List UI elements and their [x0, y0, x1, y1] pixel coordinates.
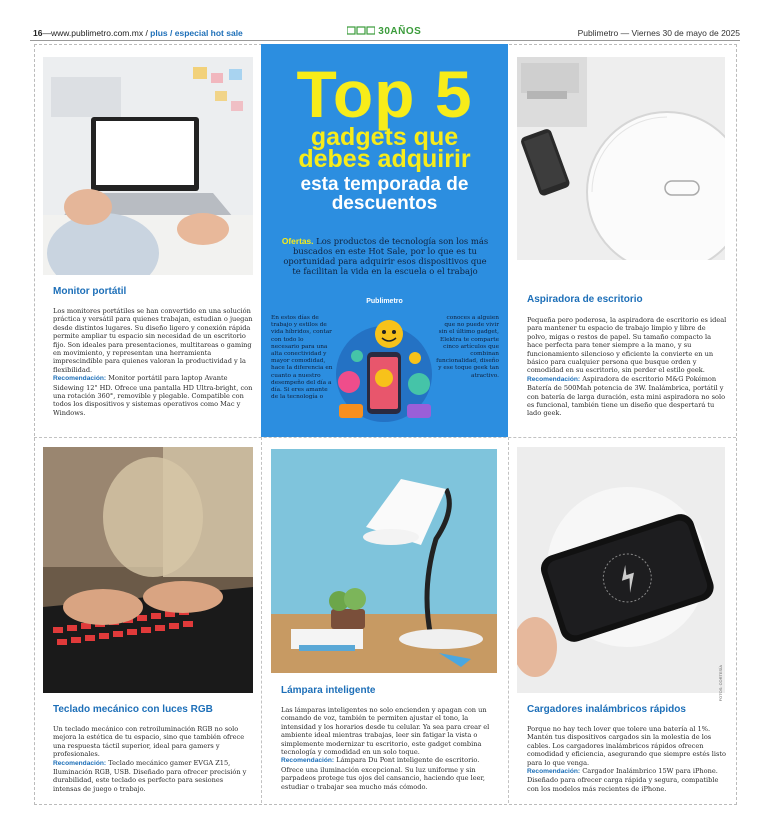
hero-subtitle-line: descuentos — [331, 193, 438, 214]
card-body — [281, 706, 491, 791]
lead-text: Los productos de tecnología son los más buscados en este Hot Sale, por lo que es tu oportunidad para adquirir esos dispositivos que te facilitan la vida en la escuela o el trabajo — [283, 236, 489, 276]
page-number: 16 — [33, 28, 43, 38]
divider — [34, 437, 736, 438]
section-plus: plus — [150, 28, 168, 38]
card-text: Un teclado mecánico con retroiluminación RGB no solo mejora la estética de tu espacio, sino que también ofrece una respuesta táctil superior, ideal para gamers y profesionales. — [53, 725, 245, 759]
recommendation-text: Teclado mecánico gamer EVGA Z15, Iluminación RGB, USB. Diseñado para ofrecer precisión y durabilidad, este teclado es perfecto para sesiones intensas de juego o trabajo. — [53, 758, 247, 793]
gadgets-illustration — [329, 312, 439, 432]
card-title: Teclado mecánico con luces RGB — [53, 704, 213, 715]
recommendation-label: Recomendación: — [527, 375, 581, 383]
vacuum-photo — [517, 57, 725, 260]
hero-subtitle-line: esta temporada de — [300, 174, 469, 195]
hero-subtitle-line: gadgets que — [310, 123, 459, 151]
card-body — [53, 307, 253, 417]
card-text: Las lámparas inteligentes no solo encienden y apagan con un comando de voz, también te permiten ajustar el tono, la intensidad y los horarios desde tu celular. Ya sea para crear el ambiente ideal mientras trabajas, leer sin fatigar la vista o simplemente modernizar tu escritorio, este gadget combina tecnología y comodidad en un solo toque. — [281, 706, 490, 757]
header-date: Publimetro — Viernes 30 de mayo de 2025 — [577, 28, 740, 38]
lead-keyword: Ofertas. — [281, 236, 314, 246]
hero-subtitle — [261, 123, 508, 173]
recommendation-label: Recomendación: — [53, 759, 107, 767]
hero-column-left: En estos días de trabajo y estilos de vida híbridos, contar con todo lo necesario para una alta conectividad y mayor comodidad, hace la diferencia en cuanto a nuestro desempeño del día a día. Si eres amante de la tecnología o — [271, 315, 333, 401]
site-url: —www.publimetro.com.mx — [42, 28, 144, 38]
section-hot-sale: especial hot sale — [174, 28, 243, 38]
separator: / — [167, 28, 175, 38]
card-text: Los monitores portátiles se han convertido en una solución práctica y versátil para quienes trabajan, estudian o juegan desde distintos lugares. Su diseño ligero y conexión rápida permite ampliar tu espacio sin necesidad de un escritorio fijo. Son ideales para presentaciones, multitareas o gaming en movimiento, y representan una herramienta imprescindible para quienes valoran la productividad y la flexibilidad. — [53, 307, 253, 374]
recommendation-text: Monitor portátil para laptop Avante Sidewing 12" HD. Ofrece una pantalla HD Ultra-bright, con una rotación 360°, removible y plegable. Compatible con todos los dispositivos y sistemas operativos como Mac y Windows. — [53, 374, 253, 417]
page-header — [0, 26, 768, 40]
hero-subtitle-line: debes adquirir — [298, 145, 471, 173]
recommendation-label: Recomendación: — [281, 757, 335, 765]
recommendation-label: Recomendación: — [53, 375, 107, 383]
card-body — [53, 725, 253, 793]
hero-byline: Publimetro — [366, 298, 403, 305]
laptop-photo — [43, 57, 253, 275]
lamp-photo — [271, 449, 497, 673]
card-title: Aspiradora de escritorio — [527, 294, 643, 305]
keyboard-photo — [43, 447, 253, 693]
card-title: Monitor portátil — [53, 286, 127, 297]
recommendation-text: Lámpara Du Pont inteligente de escritorio. Ofrece una iluminación excepcional. Su luz uniforme y sin parpadeos protege tus ojos del cansancio, haciendo que leer, estudiar o trabajar sea mucho más cómodo. — [281, 756, 486, 791]
header-left — [33, 28, 243, 38]
hero-title: Top 5 — [296, 57, 473, 131]
recommendation-text: Cargador Inalámbrico 15W para iPhone. Diseñado para ofrecer carga rápida y segura, compatible con los modelos más recientes de iPhone. — [527, 767, 719, 793]
logo-text: 30AÑOS — [378, 26, 422, 37]
card-body — [527, 725, 727, 793]
separator: / — [143, 28, 151, 38]
card-title: Cargadores inalámbricos rápidos — [527, 704, 686, 715]
logo-icon — [347, 26, 375, 35]
divider — [261, 437, 262, 803]
hero-subtitle-white — [261, 175, 508, 213]
card-body — [527, 316, 727, 418]
anniversary-logo — [347, 26, 421, 37]
hero-column-right: conoces a alguien que no puede vivir sin el último gadget, Elektra te comparte cinco artículos que combinan funcionalidad, diseño y ese toque geek tan atractivo. — [436, 315, 499, 379]
divider — [508, 437, 509, 803]
recommendation-label: Recomendación: — [527, 768, 581, 776]
hero-panel — [261, 44, 508, 437]
recommendation-text: Aspiradora de escritorio M&G Pokémon Batería de 500Mah potencia de 3W. Inalámbrica, portátil y con batería de larga duración, esta mini aspiradora no solo es funcional, también tiene un diseño que despertará tu lado geek. — [527, 374, 726, 418]
header-rule — [30, 40, 740, 41]
card-text: Porque no hay tech lover que tolere una batería al 1%. Mantén tus dispositivos cargados sin la molestia de los cables. Los cargadores inalámbricos rápidos ofrecen comodidad y eficiencia, asegurando que siempre estés listo para lo que venga. — [527, 725, 727, 767]
charger-photo — [517, 447, 725, 693]
hero-lead — [279, 236, 491, 276]
photo-credit: FOTOS: CORTESÍA — [718, 665, 723, 702]
card-text: Pequeña pero poderosa, la aspiradora de escritorio es ideal para mantener tu espacio de trabajo limpio y libre de polvo, migas o restos de papel. Su tamaño compacto la hace perfecta para tener siempre a la mano, y su funcionamiento silencioso y eficiente la convierte en un básico para cualquier persona que busque orden y comodidad en su escritorio, sin perder el estilo geek. — [527, 316, 727, 375]
card-title: Lámpara inteligente — [281, 685, 376, 696]
